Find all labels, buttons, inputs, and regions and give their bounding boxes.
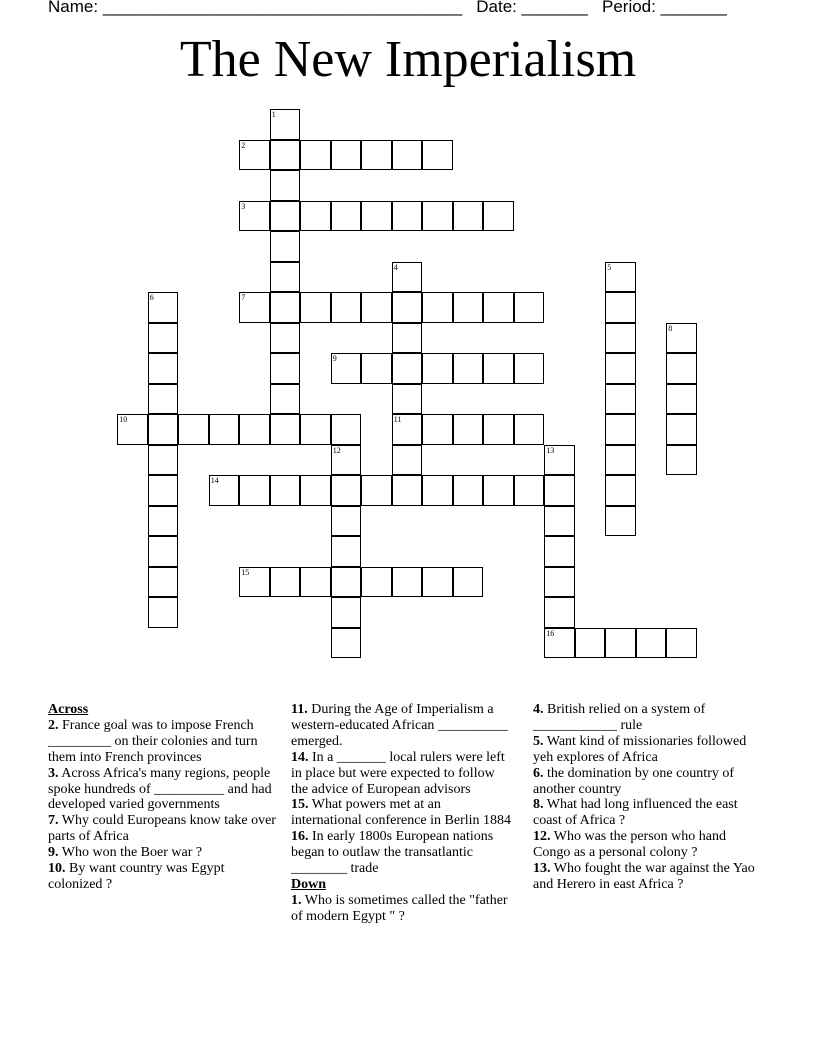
grid-cell[interactable] — [300, 475, 331, 506]
clue-number: 4 — [393, 262, 398, 272]
grid-cell[interactable] — [422, 201, 453, 232]
grid-cell[interactable] — [270, 384, 301, 415]
across-clue: 14. In a _______ local rulers were left in place but were expected to follow the advice of European advisors — [291, 749, 505, 797]
grid-cell[interactable] — [361, 201, 392, 232]
grid-cell[interactable] — [239, 292, 270, 323]
grid-cell[interactable] — [270, 262, 301, 293]
clue-number: 3 — [241, 201, 246, 211]
across-clue: 2. France goal was to impose French _________ on their colonies and turn them into French provinces — [48, 717, 258, 765]
grid-cell[interactable] — [331, 292, 362, 323]
grid-cell[interactable] — [178, 414, 209, 445]
grid-cell[interactable] — [331, 475, 362, 506]
page-title: The New Imperialism — [179, 31, 637, 88]
down-clue: 6. the domination by one country of another country — [533, 765, 735, 797]
grid-cell[interactable] — [270, 414, 301, 445]
clue-number: 5 — [607, 262, 612, 272]
grid-cell[interactable] — [270, 109, 301, 140]
grid-cell[interactable] — [239, 414, 270, 445]
grid-cell[interactable] — [392, 353, 423, 384]
grid-cell[interactable] — [331, 445, 362, 476]
grid-cell[interactable] — [148, 536, 179, 567]
down-clue: 12. Who was the person who hand Congo as a personal colony ? — [533, 829, 726, 861]
clue-number: 6 — [149, 293, 154, 303]
clue-number: 9 — [332, 354, 337, 364]
clue-number: 8 — [668, 323, 673, 333]
grid-cell[interactable] — [270, 475, 301, 506]
grid-cell[interactable] — [483, 414, 514, 445]
grid-cell[interactable] — [361, 353, 392, 384]
grid-cell[interactable] — [331, 597, 362, 628]
grid-cell[interactable] — [605, 353, 636, 384]
grid-cell[interactable] — [270, 140, 301, 171]
grid-cell[interactable] — [148, 567, 179, 598]
grid-cell[interactable] — [148, 597, 179, 628]
grid-cell[interactable] — [605, 475, 636, 506]
across-clue: 16. In early 1800s European nations began to outlaw the transatlantic ________ trade — [291, 829, 494, 877]
grid-cell[interactable] — [361, 475, 392, 506]
grid-cell[interactable] — [331, 140, 362, 171]
grid-cell[interactable] — [270, 353, 301, 384]
grid-cell[interactable] — [300, 140, 331, 171]
grid-cell[interactable] — [148, 414, 179, 445]
grid-cell[interactable] — [605, 445, 636, 476]
grid-cell[interactable] — [361, 567, 392, 598]
grid-cell[interactable] — [453, 414, 484, 445]
grid-cell[interactable] — [422, 414, 453, 445]
across-heading: Across — [48, 702, 89, 717]
down-clue: 13. Who fought the war against the Yao and Herero in east Africa ? — [533, 861, 755, 892]
name-label: Name: — [48, 0, 99, 16]
grid-cell[interactable] — [544, 597, 575, 628]
across-clue: 9. Who won the Boer war ? — [48, 845, 203, 861]
grid-cell[interactable] — [148, 445, 179, 476]
grid-cell[interactable] — [331, 567, 362, 598]
down-clue: 1. Who is sometimes called the "father of modern Egypt " ? — [291, 892, 508, 924]
grid-cell[interactable] — [422, 292, 453, 323]
across-clue: 11. During the Age of Imperialism a western-educated African __________ emerged. — [291, 702, 508, 749]
grid-cell[interactable] — [300, 567, 331, 598]
grid-cell[interactable] — [605, 323, 636, 354]
grid-cell[interactable] — [331, 628, 362, 659]
grid-cell[interactable] — [483, 475, 514, 506]
grid-cell[interactable] — [392, 323, 423, 354]
grid-cell[interactable] — [544, 475, 575, 506]
period-field[interactable]: _______ — [660, 0, 727, 16]
grid-cell[interactable] — [209, 475, 240, 506]
date-field[interactable]: _______ — [521, 0, 588, 16]
clue-number: 10 — [119, 415, 128, 425]
grid-cell[interactable] — [148, 353, 179, 384]
clues-column-2 — [291, 702, 513, 925]
clues-column-1 — [48, 702, 280, 893]
grid-cell[interactable] — [239, 201, 270, 232]
down-heading: Down — [291, 876, 327, 892]
grid-cell[interactable] — [392, 414, 423, 445]
grid-cell[interactable] — [514, 292, 545, 323]
grid-cell[interactable] — [117, 414, 148, 445]
grid-cell[interactable] — [239, 475, 270, 506]
grid-cell[interactable] — [300, 292, 331, 323]
grid-cell[interactable] — [575, 628, 606, 659]
across-clue: 3. Across Africa's many regions, people spoke hundreds of __________ and had developed varied governments — [48, 765, 272, 813]
date-label: Date: — [476, 0, 517, 16]
grid-cell[interactable] — [544, 445, 575, 476]
clue-number: 12 — [332, 445, 341, 455]
grid-cell[interactable] — [544, 506, 575, 537]
grid-cell[interactable] — [270, 201, 301, 232]
name-field[interactable]: ______________________________________ — [102, 0, 463, 16]
grid-cell[interactable] — [422, 353, 453, 384]
grid-cell[interactable] — [666, 353, 697, 384]
grid-cell[interactable] — [453, 292, 484, 323]
grid-cell[interactable] — [422, 475, 453, 506]
grid-cell[interactable] — [300, 201, 331, 232]
grid-cell[interactable] — [605, 506, 636, 537]
clue-number: 2 — [241, 140, 246, 150]
grid-cell[interactable] — [392, 292, 423, 323]
grid-cell[interactable] — [483, 201, 514, 232]
grid-cell[interactable] — [666, 414, 697, 445]
grid-cell[interactable] — [544, 536, 575, 567]
grid-cell[interactable] — [300, 414, 331, 445]
clue-number: 14 — [210, 476, 219, 486]
grid-cell[interactable] — [544, 567, 575, 598]
grid-cell[interactable] — [514, 475, 545, 506]
grid-cell[interactable] — [483, 292, 514, 323]
grid-cell[interactable] — [453, 201, 484, 232]
grid-cell[interactable] — [666, 445, 697, 476]
grid-cell[interactable] — [422, 567, 453, 598]
grid-cell[interactable] — [666, 384, 697, 415]
grid-cell[interactable] — [148, 323, 179, 354]
grid-cell[interactable] — [392, 140, 423, 171]
grid-cell[interactable] — [270, 323, 301, 354]
grid-cell[interactable] — [331, 536, 362, 567]
grid-cell[interactable] — [392, 262, 423, 293]
grid-cell[interactable] — [392, 201, 423, 232]
across-clue: 7. Why could Europeans know take over parts of Africa — [48, 813, 276, 845]
across-clue: 10. By want country was Egypt colonized ? — [48, 861, 225, 892]
grid-cell[interactable] — [209, 414, 240, 445]
down-clue: 5. Want kind of missionaries followed yeh explores of Africa — [533, 733, 747, 765]
grid-cell[interactable] — [331, 353, 362, 384]
clues-column-3 — [533, 702, 759, 893]
grid-cell[interactable] — [422, 140, 453, 171]
grid-cell[interactable] — [605, 262, 636, 293]
clue-number: 7 — [241, 293, 246, 303]
grid-cell[interactable] — [636, 628, 667, 659]
grid-cell[interactable] — [392, 384, 423, 415]
grid-cell[interactable] — [148, 475, 179, 506]
grid-cell[interactable] — [361, 140, 392, 171]
down-clue: 8. What had long influenced the east coast of Africa ? — [533, 797, 738, 829]
clue-number: 15 — [241, 567, 250, 577]
grid-cell[interactable] — [392, 475, 423, 506]
grid-cell[interactable] — [392, 567, 423, 598]
clue-number: 16 — [546, 628, 555, 638]
grid-cell[interactable] — [361, 292, 392, 323]
clue-number: 11 — [393, 415, 402, 425]
grid-cell[interactable] — [483, 353, 514, 384]
clue-number: 1 — [271, 110, 276, 120]
grid-cell[interactable] — [239, 140, 270, 171]
grid-cell[interactable] — [453, 567, 484, 598]
grid-cell[interactable] — [392, 445, 423, 476]
grid-cell[interactable] — [331, 506, 362, 537]
grid-cell[interactable] — [270, 292, 301, 323]
grid-cell[interactable] — [605, 628, 636, 659]
grid-cell[interactable] — [605, 414, 636, 445]
grid-cell[interactable] — [605, 292, 636, 323]
grid-cell[interactable] — [148, 292, 179, 323]
grid-cell[interactable] — [270, 231, 301, 262]
grid-cell[interactable] — [239, 567, 270, 598]
grid-cell[interactable] — [453, 475, 484, 506]
down-clue: 4. British relied on a system of ____________ rule — [533, 702, 706, 733]
grid-cell[interactable] — [666, 628, 697, 659]
grid-cell[interactable] — [270, 170, 301, 201]
grid-cell[interactable] — [148, 384, 179, 415]
across-clue: 15. What powers met at an international conference in Berlin 1884 — [291, 797, 512, 829]
grid-cell[interactable] — [514, 353, 545, 384]
period-label: Period: — [602, 0, 656, 16]
grid-cell[interactable] — [270, 567, 301, 598]
grid-cell[interactable] — [148, 506, 179, 537]
grid-cell[interactable] — [514, 414, 545, 445]
clue-number: 13 — [546, 445, 555, 455]
grid-cell[interactable] — [666, 323, 697, 354]
grid-cell[interactable] — [605, 384, 636, 415]
grid-cell[interactable] — [544, 628, 575, 659]
grid-cell[interactable] — [453, 353, 484, 384]
grid-cell[interactable] — [331, 201, 362, 232]
grid-cell[interactable] — [331, 414, 362, 445]
